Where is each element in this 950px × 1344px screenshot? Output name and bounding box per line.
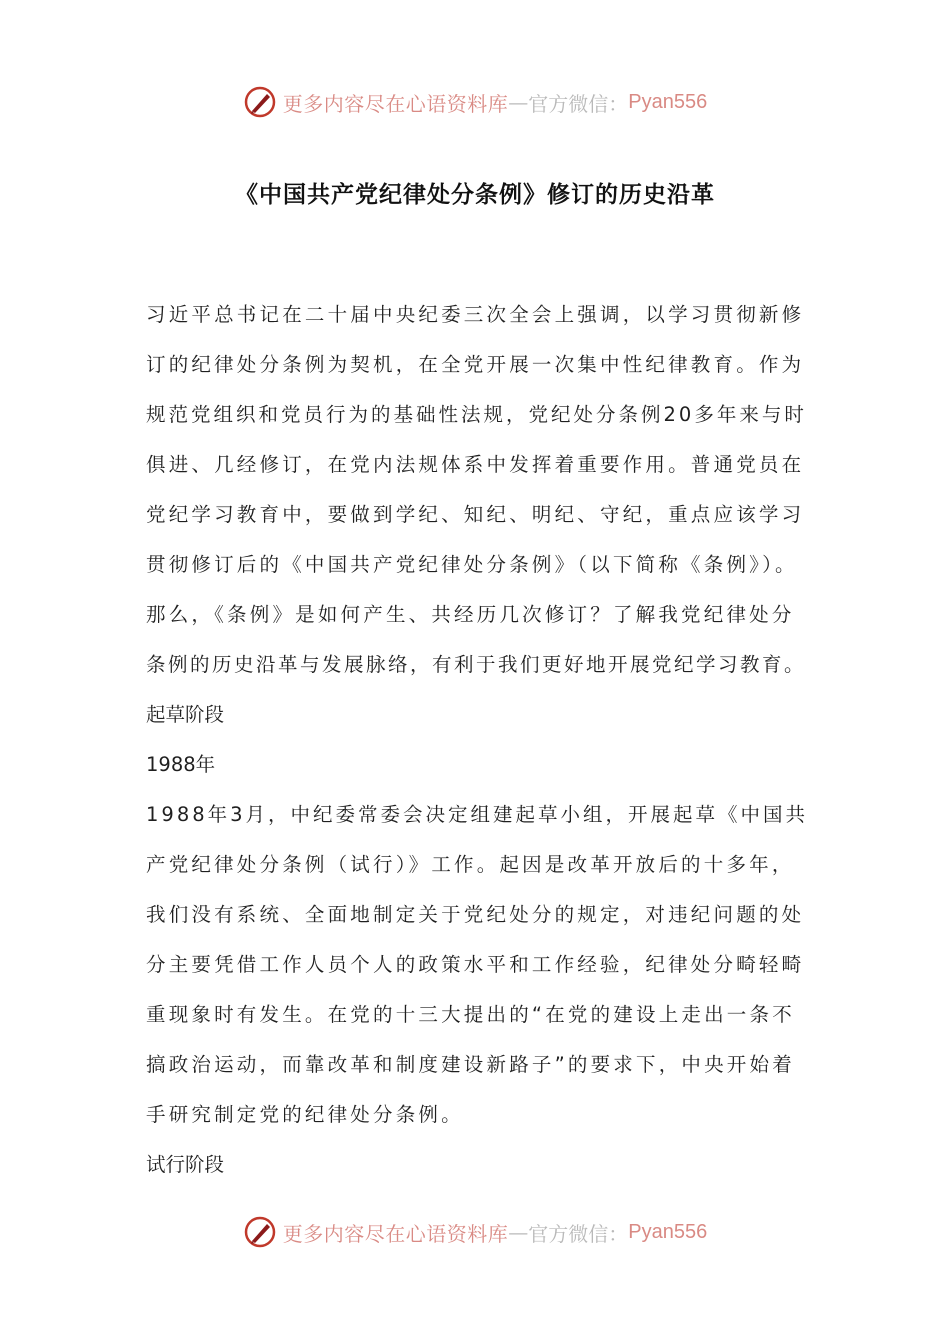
paragraph-line: 习近平总书记在二十届中央纪委三次全会上强调，以学习贯彻新修 bbox=[146, 303, 805, 326]
banner-wechat-label: 官方微信： bbox=[528, 91, 629, 116]
header-banner bbox=[0, 82, 950, 122]
pen-logo-icon bbox=[243, 85, 277, 119]
section-heading: 试行阶段 bbox=[146, 1153, 225, 1176]
year-heading: 1988年 bbox=[146, 753, 216, 776]
banner-text: 更多内容尽在心语资料库 bbox=[282, 1221, 509, 1246]
paragraph-line: 我们没有系统、全面地制定关于党纪处分的规定，对违纪问题的处 bbox=[146, 903, 805, 926]
banner-dash: — bbox=[508, 1220, 529, 1244]
paragraph-line: 产党纪律处分条例（试行）》工作。起因是改革开放后的十多年， bbox=[146, 853, 795, 876]
paragraph-line: 规范党组织和党员行为的基础性法规，党纪处分条例20多年来与时 bbox=[146, 403, 807, 426]
paragraph-line: 1988年3月，中纪委常委会决定组建起草小组，开展起草《中国共 bbox=[146, 803, 809, 826]
paragraph-line: 重现象时有发生。在党的十三大提出的“在党的建设上走出一条不 bbox=[146, 1003, 795, 1026]
banner-wechat-label: 官方微信： bbox=[528, 1221, 629, 1246]
document-body bbox=[146, 290, 808, 1190]
paragraph-line: 手研究制定党的纪律处分条例。 bbox=[146, 1103, 464, 1126]
document-title: 《中国共产党纪律处分条例》修订的历史沿革 bbox=[235, 182, 715, 208]
footer-banner bbox=[0, 1212, 950, 1252]
section-heading: 起草阶段 bbox=[146, 703, 225, 726]
paragraph-line: 贯彻修订后的《中国共产党纪律处分条例》（以下简称《条例》）。 bbox=[146, 553, 798, 576]
paragraph-line: 党纪学习教育中，要做到学纪、知纪、明纪、守纪，重点应该学习 bbox=[146, 503, 805, 526]
pen-logo-icon bbox=[243, 1215, 277, 1249]
banner-dash: — bbox=[508, 90, 529, 114]
paragraph-line: 条例的历史沿革与发展脉络，有利于我们更好地开展党纪学习教育。 bbox=[146, 653, 807, 676]
paragraph-line: 那么，《条例》是如何产生、共经历几次修订？了解我党纪律处分 bbox=[146, 603, 795, 626]
banner-wechat-id: Pyan556 bbox=[628, 1220, 708, 1243]
paragraph-line: 搞政治运动，而靠改革和制度建设新路子”的要求下，中央开始着 bbox=[146, 1053, 795, 1076]
paragraph-line: 俱进、几经修订，在党内法规体系中发挥着重要作用。普通党员在 bbox=[146, 453, 805, 476]
banner-wechat-id: Pyan556 bbox=[628, 90, 708, 113]
paragraph-line: 订的纪律处分条例为契机，在全党开展一次集中性纪律教育。作为 bbox=[146, 353, 805, 376]
paragraph-line: 分主要凭借工作人员个人的政策水平和工作经验，纪律处分畸轻畸 bbox=[146, 953, 805, 976]
banner-text: 更多内容尽在心语资料库 bbox=[282, 91, 509, 116]
